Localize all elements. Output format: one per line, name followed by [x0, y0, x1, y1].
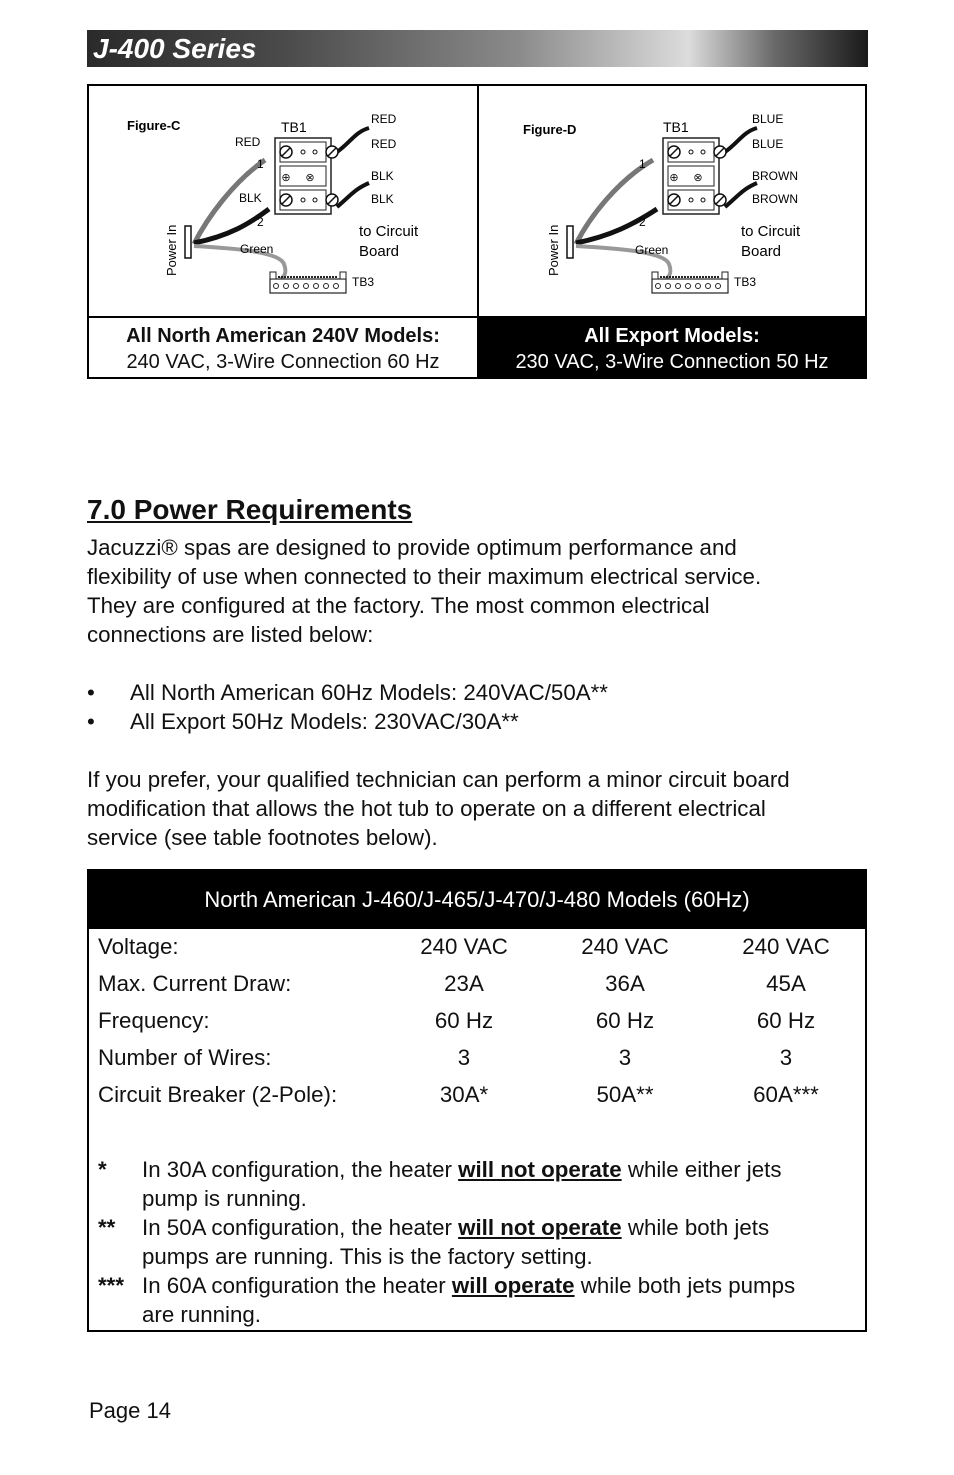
output-2b-label: BROWN: [752, 192, 798, 206]
svg-text:⊗: ⊗: [693, 172, 703, 184]
table-row: [89, 1045, 865, 1082]
output-1a-label: RED: [371, 112, 397, 126]
wiring-figures: [87, 84, 867, 379]
figure-c-diagram: [89, 86, 477, 316]
ground-wire-label: Green: [240, 242, 274, 256]
table-cell: 60 Hz: [434, 1008, 494, 1033]
row-label: Voltage:: [98, 934, 179, 959]
tb1-label: TB1: [281, 119, 307, 135]
footnote-text: In 60A configuration the heater will operate while both jets pumps are running.: [142, 1273, 796, 1327]
table-cell: 3: [779, 1045, 793, 1070]
tb1-terminal-block: [663, 138, 726, 214]
table-row: [89, 1082, 865, 1119]
section-title: 7.0 Power Requirements: [87, 494, 413, 525]
table-cell: 240 VAC: [420, 934, 508, 959]
table-cell: 23A: [444, 971, 484, 996]
footnote-mark: ***: [98, 1273, 125, 1298]
power-in-label: Power In: [546, 224, 561, 276]
figure-c: [89, 86, 477, 316]
input-bottom-wire-label: BLK: [239, 191, 262, 205]
table-row: [89, 1008, 865, 1045]
output-1a-label: BLUE: [752, 112, 784, 126]
intro-line: Jacuzzi® spas are designed to provide optimum performance and: [87, 535, 737, 560]
output-1b-label: BLUE: [752, 137, 784, 151]
emphasis: will operate: [451, 1273, 575, 1298]
intro-line: connections are listed below:: [87, 622, 374, 647]
table-cell: 240 VAC: [742, 934, 830, 959]
power-in-label: Power In: [164, 224, 179, 276]
circuit-board-label-1: to Circuit: [359, 223, 419, 240]
intro-line: flexibility of use when connected to their maximum electrical service.: [87, 564, 762, 589]
modification-line: modification that allows the hot tub to operate on a different electrical: [87, 796, 766, 821]
svg-text:⊕: ⊕: [281, 172, 291, 184]
footnote-mark: **: [98, 1215, 116, 1240]
circuit-board-label-2: Board: [741, 243, 782, 260]
table-cell: 30A*: [439, 1082, 489, 1107]
input-top-wire-label: RED: [235, 135, 261, 149]
output-1b-label: RED: [371, 137, 397, 151]
figure-c-caption: [89, 318, 477, 377]
output-2a-label: BROWN: [752, 169, 798, 183]
figure-d-caption: [479, 318, 865, 377]
red-output-wire: [337, 128, 369, 152]
tb3-label: TB3: [352, 275, 375, 289]
table-cell: 240 VAC: [581, 934, 669, 959]
svg-text:⊕: ⊕: [669, 172, 679, 184]
table-cell: 36A: [605, 971, 645, 996]
terminal-1-label: 1: [639, 157, 646, 171]
emphasis: will not operate: [458, 1157, 622, 1182]
tb3-terminal-strip: [652, 272, 728, 293]
tb1-label: TB1: [663, 119, 689, 135]
footnote-text: In 50A configuration, the heater will not operate while both jets pumps are running. This is the factory setting.: [142, 1215, 770, 1269]
list-item: [87, 678, 867, 707]
header-bar: [87, 30, 868, 67]
table-row: [89, 934, 865, 971]
figure-d-label: Figure-D: [523, 122, 577, 137]
power-in-block: [567, 226, 573, 258]
bullet-icon: •: [87, 709, 95, 734]
figure-d-caption-title: All Export Models:: [584, 325, 760, 347]
figure-c-label: Figure-C: [127, 118, 181, 133]
table-cell: 50A**: [596, 1082, 654, 1107]
black-output-wire: [337, 183, 369, 207]
table-cell: 3: [618, 1045, 632, 1070]
ground-wire-label: Green: [635, 243, 669, 257]
table-cell: 60A***: [753, 1082, 819, 1107]
figure-d-caption-text: 230 VAC, 3-Wire Connection 50 Hz: [515, 351, 829, 373]
table-cell: 60 Hz: [595, 1008, 655, 1033]
table-cell: 3: [457, 1045, 471, 1070]
figure-c-caption-title: All North American 240V Models:: [126, 325, 440, 347]
connection-list: [87, 678, 867, 736]
series-title: J-400 Series: [93, 33, 257, 64]
tb3-terminal-strip: [270, 272, 346, 293]
power-in-block: [185, 226, 191, 258]
footnote-mark: *: [98, 1157, 107, 1182]
modification-paragraph: [87, 765, 867, 852]
table-title: North American J-460/J-465/J-470/J-480 Models (60Hz): [89, 871, 865, 929]
figure-d: [479, 86, 865, 316]
bullet-icon: •: [87, 680, 95, 705]
table-cell: 45A: [766, 971, 806, 996]
intro-paragraph: [87, 533, 867, 649]
tb1-terminal-block: [275, 138, 338, 214]
table-cell: 60 Hz: [756, 1008, 816, 1033]
modification-line: service (see table footnotes below).: [87, 825, 438, 850]
row-label: Frequency:: [98, 1008, 210, 1033]
figure-c-caption-text: 240 VAC, 3-Wire Connection 60 Hz: [126, 351, 440, 373]
list-item-text: All Export 50Hz Models: 230VAC/30A**: [130, 709, 519, 734]
footnote-text: In 30A configuration, the heater will not operate while either jets pump is running.: [142, 1157, 782, 1211]
row-label: Number of Wires:: [98, 1045, 272, 1070]
terminal-2-label: 2: [639, 215, 646, 229]
emphasis: will not operate: [458, 1215, 622, 1240]
terminal-1-label: 1: [257, 157, 264, 171]
list-item-text: All North American 60Hz Models: 240VAC/50A**: [130, 680, 608, 705]
circuit-board-label-1: to Circuit: [741, 223, 801, 240]
row-label: Max. Current Draw:: [98, 971, 292, 996]
svg-text:⊗: ⊗: [305, 172, 315, 184]
tb3-label: TB3: [734, 275, 757, 289]
output-2b-label: BLK: [371, 192, 394, 206]
list-item: [87, 707, 867, 736]
modification-line: If you prefer, your qualified technician can perform a minor circuit board: [87, 767, 790, 792]
page-number: Page 14: [89, 1398, 171, 1423]
intro-line: They are configured at the factory. The most common electrical: [87, 593, 710, 618]
table-row: [89, 971, 865, 1008]
output-2a-label: BLK: [371, 169, 394, 183]
circuit-board-label-2: Board: [359, 243, 400, 260]
row-label: Circuit Breaker (2-Pole):: [98, 1082, 338, 1107]
power-spec-table: [87, 869, 867, 1332]
figure-d-diagram: [479, 86, 865, 316]
terminal-2-label: 2: [257, 215, 264, 229]
